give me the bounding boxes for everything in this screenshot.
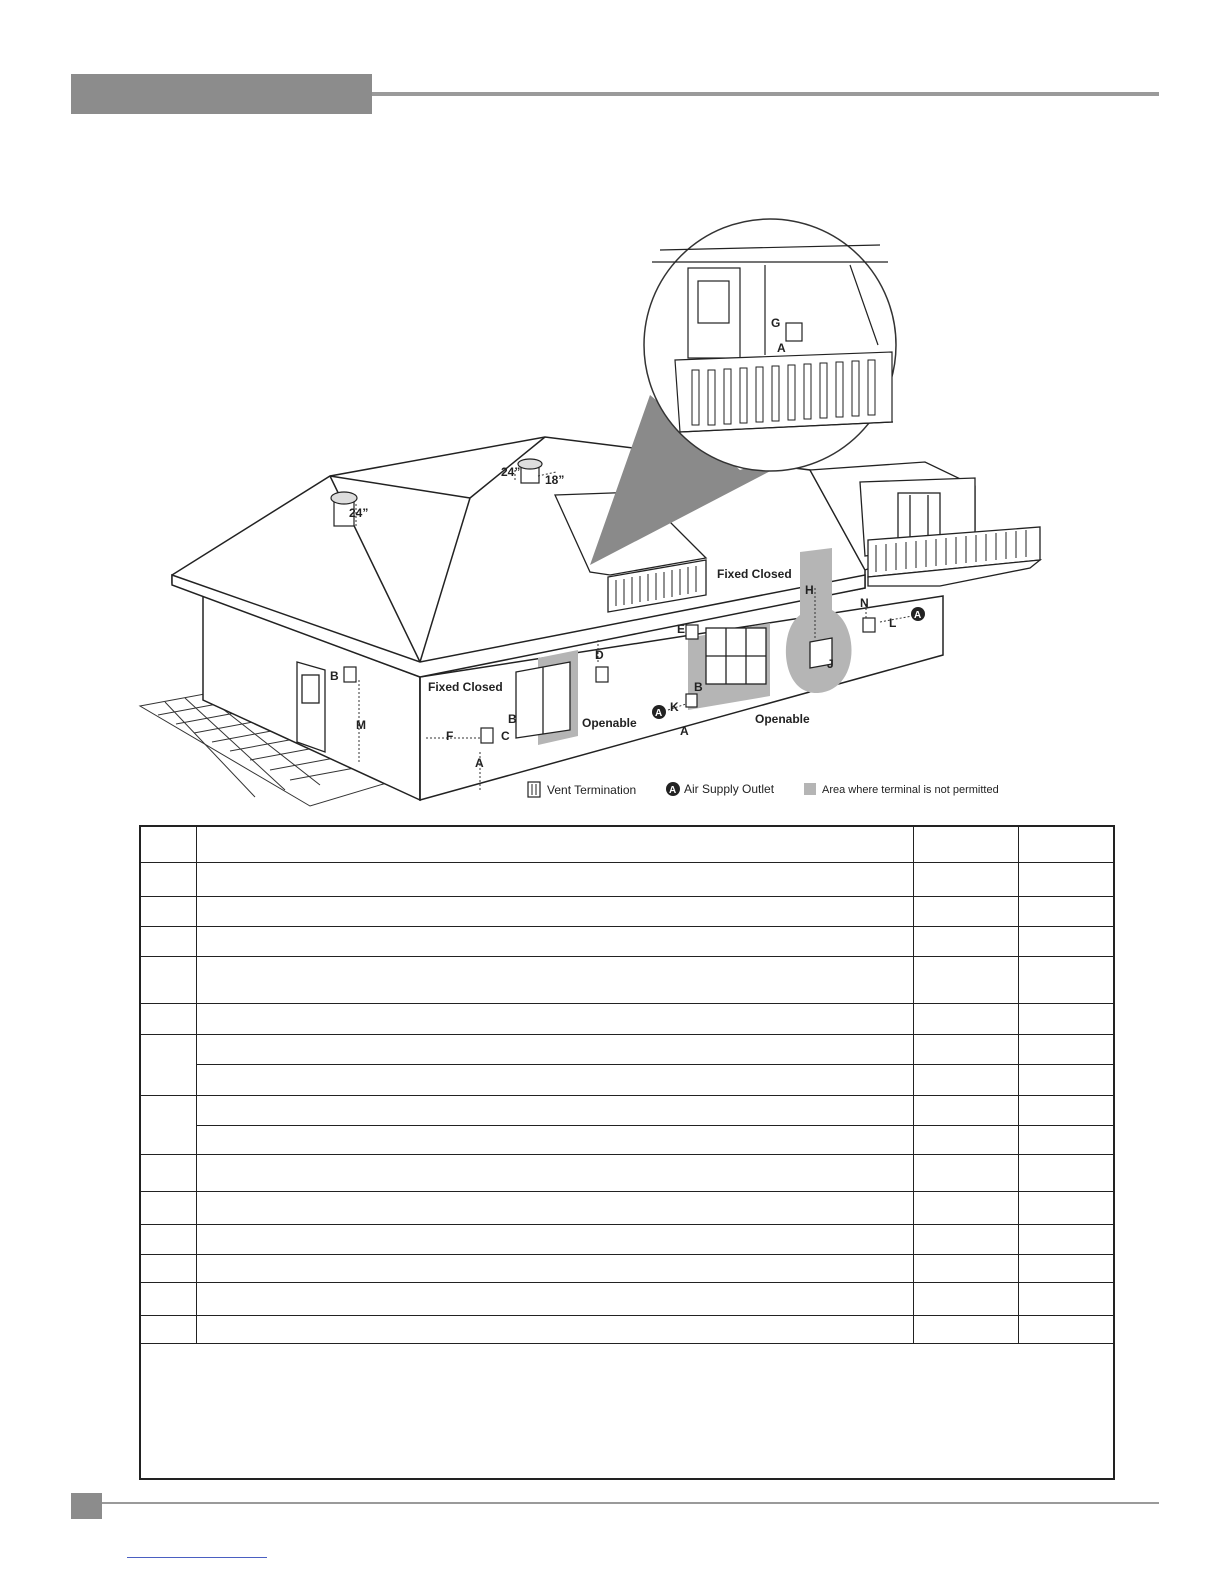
vent-termination-icon (528, 782, 540, 797)
table-row (141, 1003, 1113, 1034)
label-A-inset: A (777, 341, 786, 355)
label-F: F (446, 729, 454, 743)
clearance-table (139, 825, 1115, 1480)
svg-text:A: A (655, 708, 663, 719)
table-row (141, 1282, 1113, 1315)
table-row (141, 1034, 1113, 1064)
legend-air-label: Air Supply Outlet (684, 782, 775, 796)
label-fixed-closed-1: Fixed Closed (428, 680, 503, 694)
table-row (141, 1064, 1113, 1095)
label-K: K (670, 700, 679, 714)
table-row (141, 956, 1113, 1003)
label-D: D (595, 648, 604, 662)
label-J: J (827, 657, 834, 671)
footer-page-tab (71, 1493, 102, 1519)
restricted-area-swatch (804, 783, 816, 795)
footer-rule (102, 1502, 1159, 1504)
label-24-left: 24” (349, 506, 369, 520)
table-row (141, 926, 1113, 956)
label-24-top: 24” (501, 465, 521, 479)
table-row (141, 1254, 1113, 1282)
label-A-2: A (680, 724, 689, 738)
label-E: E (677, 622, 686, 636)
svg-text:A: A (914, 610, 922, 621)
label-openable-2: Openable (755, 712, 810, 726)
table-row (141, 1224, 1113, 1254)
table-row (141, 1154, 1113, 1191)
label-B-door: B (330, 669, 339, 683)
table-row (141, 1095, 1113, 1125)
inset-detail-circle (644, 219, 896, 471)
legend-vent-label: Vent Termination (547, 783, 637, 797)
label-fixed-closed-2: Fixed Closed (717, 567, 792, 581)
label-openable-1: Openable (582, 716, 637, 730)
svg-text:A: A (669, 785, 677, 796)
label-B-window: B (508, 712, 517, 726)
table-row (141, 896, 1113, 926)
table-row (141, 862, 1113, 896)
diagram-legend (528, 782, 999, 797)
label-A-low: A (475, 756, 484, 770)
footer-link-underline[interactable] (127, 1557, 267, 1558)
legend-area-label: Area where terminal is not permitted (822, 784, 999, 796)
label-18: 18” (545, 473, 565, 487)
label-G: G (771, 316, 781, 330)
label-B-2: B (694, 680, 703, 694)
label-C: C (501, 729, 510, 743)
table-row (141, 1315, 1113, 1343)
label-M: M (356, 718, 366, 732)
table-row (141, 1191, 1113, 1224)
table-row (141, 1125, 1113, 1154)
label-L: L (889, 616, 897, 630)
label-H: H (805, 583, 814, 597)
label-N: N (860, 596, 869, 610)
table-header-row (141, 827, 1113, 862)
